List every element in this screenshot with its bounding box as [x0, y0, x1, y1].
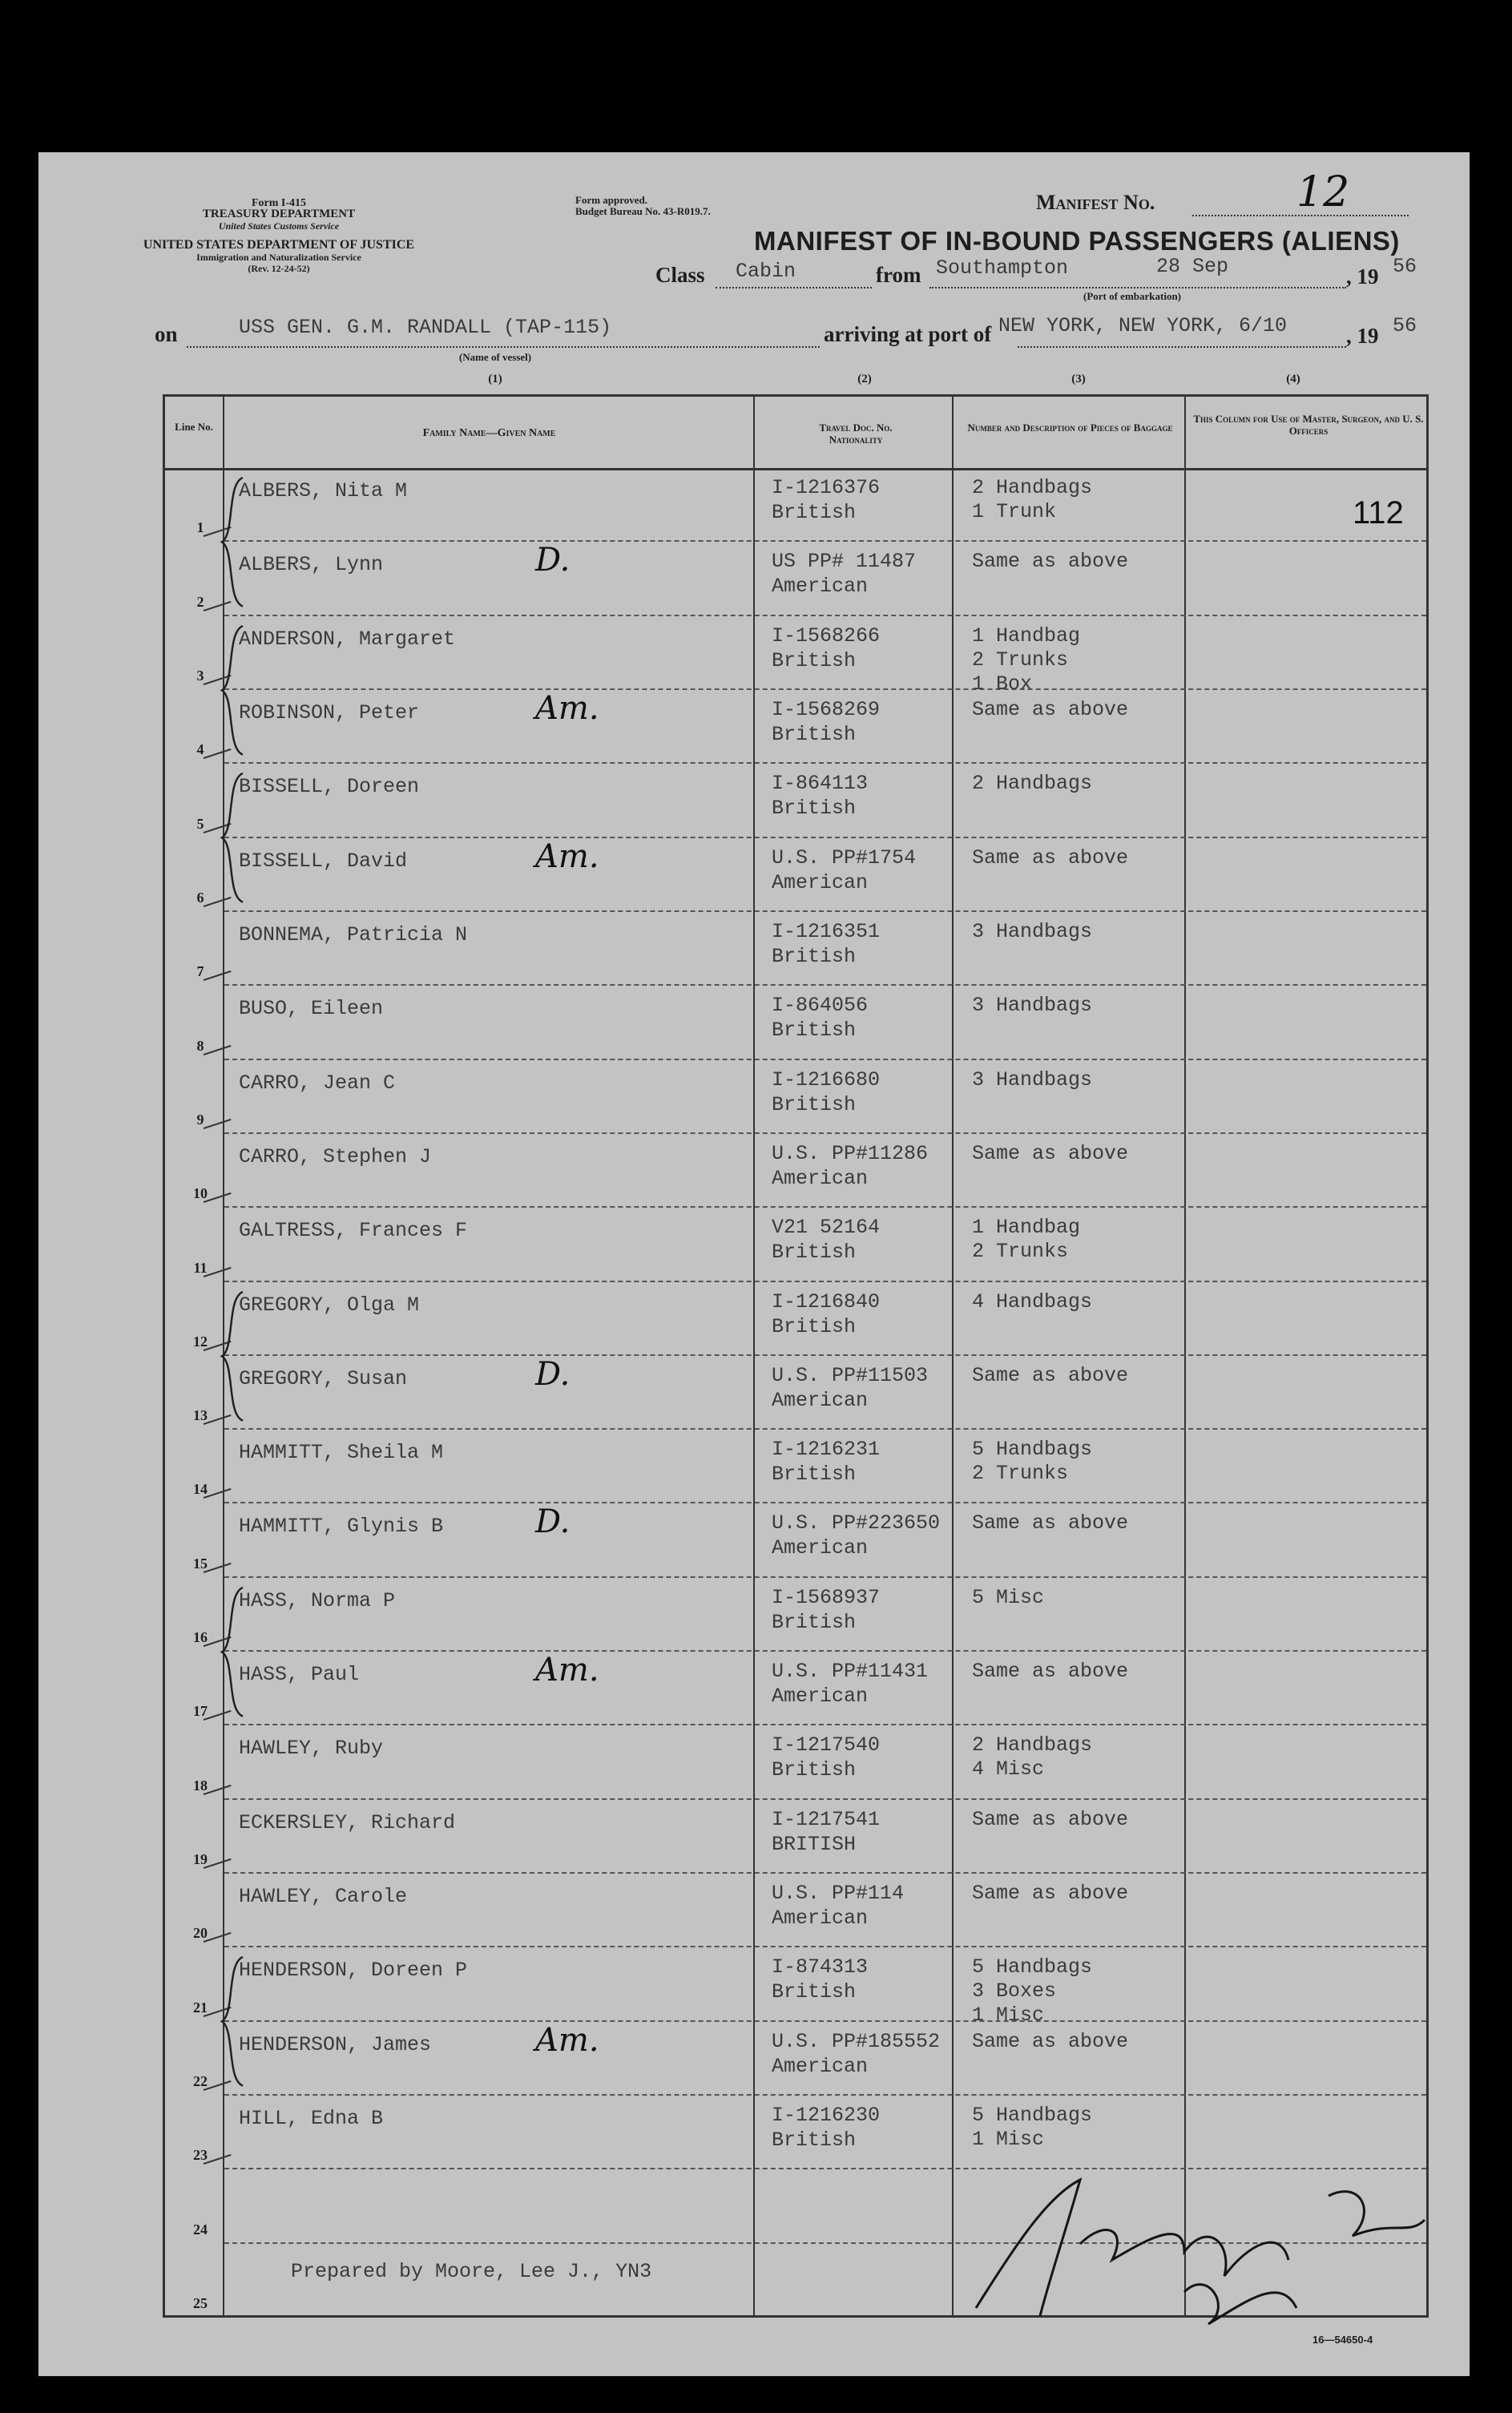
passenger-name: GREGORY, Olga M [239, 1293, 420, 1317]
from-label: from [876, 263, 921, 287]
nationality: British [772, 797, 857, 821]
line-number: 19 [193, 1851, 208, 1868]
line-number: 1 [196, 519, 204, 536]
col-header-baggage: Number and Description of Pieces of Baggage [967, 422, 1173, 434]
year-1: 56 [1393, 255, 1417, 278]
passenger-name: HENDERSON, James [239, 2032, 432, 2056]
year-prefix-2: , 19 [1346, 324, 1379, 348]
table-row [38, 1282, 1470, 1356]
nationality: American [772, 1907, 869, 1931]
passenger-name: BONNEMA, Patricia N [239, 922, 468, 946]
baggage-line: 2 Trunks [972, 1240, 1069, 1264]
passenger-name: HAMMITT, Glynis B [239, 1515, 444, 1539]
ins-service: Immigration and Naturalization Service [196, 252, 361, 263]
nationality: British [772, 944, 857, 968]
table-row [38, 912, 1470, 986]
travel-doc-number: I-1216840 [772, 1289, 881, 1313]
passenger-name: HAMMITT, Sheila M [239, 1441, 444, 1465]
baggage-line: 1 Box [972, 672, 1033, 696]
table-row [38, 542, 1470, 615]
travel-doc-number: I-1216230 [772, 2104, 881, 2128]
baggage-line: Same as above [972, 550, 1129, 574]
table-row [38, 1430, 1470, 1503]
nationality: British [772, 2129, 857, 2153]
col-num-2: (2) [857, 373, 872, 385]
nationality: American [772, 2054, 869, 2078]
nationality: British [772, 648, 857, 672]
col-header-officers: This Column for Use of Master, Surgeon, and U. S. Officers [1193, 413, 1424, 437]
baggage-line: 1 Handbag [972, 1216, 1081, 1240]
nationality: British [772, 1314, 857, 1338]
nationality: British [772, 1758, 857, 1782]
travel-doc-number: I-874313 [772, 1955, 869, 1979]
table-row [38, 1947, 1470, 2028]
prepared-by: Prepared by Moore, Lee J., YN3 [291, 2260, 652, 2283]
line-number: 14 [193, 1481, 208, 1498]
treasury-department: TREASURY DEPARTMENT [202, 208, 356, 220]
table-row [38, 764, 1470, 837]
family-bracket [219, 1290, 251, 1422]
baggage-line: Same as above [972, 1141, 1129, 1165]
travel-doc-number: U.S. PP#185552 [772, 2029, 941, 2053]
baggage-line: 3 Handbags [972, 994, 1093, 1018]
manifest-no-value: 12 [1296, 168, 1350, 216]
baggage-line: Same as above [972, 1660, 1129, 1684]
baggage-line: 2 Trunks [972, 648, 1069, 672]
customs-service: United States Customs Service [218, 220, 340, 232]
manifest-title: MANIFEST OF IN-BOUND PASSENGERS (ALIENS) [754, 226, 1400, 256]
travel-doc-number: U.S. PP#114 [772, 1882, 905, 1906]
nationality: American [772, 1388, 869, 1412]
nationality: American [772, 1536, 869, 1560]
table-row [38, 1503, 1470, 1577]
handwritten-mark: D. [535, 1503, 571, 1541]
footer-code: 16—54650-4 [1312, 2334, 1373, 2346]
family-bracket [219, 1955, 251, 2088]
embark-date: 28 Sep [1156, 255, 1229, 278]
handwritten-mark: D. [535, 542, 571, 579]
stamp-number: 112 [1353, 495, 1404, 531]
table-row [38, 1874, 1470, 1947]
line-number: 12 [193, 1333, 208, 1350]
baggage-line: 2 Handbags [972, 476, 1093, 499]
line-number: 13 [193, 1407, 208, 1424]
travel-doc-number: I-1216351 [772, 919, 881, 943]
baggage-line: 2 Trunks [972, 1462, 1069, 1486]
department-of-justice: UNITED STATES DEPARTMENT OF JUSTICE [143, 238, 415, 252]
baggage-line: 1 Handbag [972, 623, 1081, 648]
line-number: 9 [196, 1111, 204, 1128]
nationality: British [772, 1241, 857, 1265]
nationality: British [772, 1463, 857, 1487]
travel-doc-number: I-864056 [772, 994, 869, 1018]
baggage-line: Same as above [972, 845, 1129, 870]
baggage-line: 2 Handbags [972, 772, 1093, 796]
passenger-name: HILL, Edna B [239, 2107, 384, 2131]
handwritten-mark: D. [535, 1355, 571, 1393]
travel-doc-number: U.S. PP#11503 [772, 1363, 929, 1387]
baggage-line: 2 Handbags [972, 1733, 1093, 1757]
baggage-line: Same as above [972, 1882, 1129, 1906]
baggage-line: 1 Misc [972, 2003, 1045, 2028]
officer-signature [944, 2148, 1441, 2332]
baggage-line: 5 Misc [972, 1585, 1045, 1609]
manifest-no-label: Manifest No. [1036, 191, 1155, 214]
travel-doc-number: V21 52164 [772, 1216, 881, 1240]
on-label: on [155, 322, 178, 346]
baggage-line: 4 Handbags [972, 1289, 1093, 1313]
passenger-name: HASS, Paul [239, 1663, 360, 1687]
form-approved: Form approved. [575, 194, 648, 206]
baggage-line: 3 Handbags [972, 1067, 1093, 1091]
year-2: 56 [1393, 314, 1417, 337]
handwritten-mark: Am. [535, 1652, 599, 1689]
budget-bureau: Budget Bureau No. 43-R019.7. [575, 205, 711, 217]
family-bracket [219, 1586, 251, 1718]
col-header-doc: Travel Doc. No. Nationality [819, 422, 893, 446]
passenger-name: BISSELL, Doreen [239, 775, 420, 799]
class-value: Cabin [736, 260, 796, 283]
line-number: 22 [193, 2073, 208, 2090]
col-num-3: (3) [1071, 373, 1086, 385]
family-bracket [219, 624, 251, 757]
baggage-line: 5 Handbags [972, 2104, 1093, 2128]
baggage-line: Same as above [972, 1807, 1129, 1831]
form-number: Form I-415 [251, 197, 307, 209]
baggage-line: Same as above [972, 697, 1129, 721]
table-row [38, 1356, 1470, 1430]
table-row [38, 1800, 1470, 1874]
travel-doc-number: I-864113 [772, 772, 869, 796]
table-row [38, 986, 1470, 1059]
baggage-line: Same as above [972, 1511, 1129, 1535]
line-number: 15 [193, 1555, 208, 1572]
travel-doc-number: I-1216680 [772, 1067, 881, 1091]
baggage-line: 3 Boxes [972, 1979, 1057, 2003]
line-number: 25 [193, 2294, 208, 2311]
travel-doc-number: U.S. PP#11286 [772, 1141, 929, 1165]
nationality: BRITISH [772, 1832, 857, 1856]
col-header-line: Line No. [175, 421, 213, 433]
baggage-line: 4 Misc [972, 1757, 1045, 1782]
line-number: 17 [193, 1703, 208, 1720]
handwritten-mark: Am. [535, 2021, 599, 2059]
passenger-name: HASS, Norma P [239, 1588, 396, 1612]
col-num-4: (4) [1286, 373, 1300, 385]
nationality: American [772, 1685, 869, 1709]
line-number: 7 [196, 963, 204, 980]
vessel-name: USS GEN. G.M. RANDALL (TAP-115) [239, 316, 612, 339]
table-row [38, 1652, 1470, 1725]
table-row [38, 1725, 1470, 1799]
travel-doc-number: U.S. PP#223650 [772, 1511, 941, 1535]
col-header-name: Family Name—Given Name [422, 427, 556, 439]
table-row [38, 616, 1470, 696]
nationality: British [772, 1980, 857, 2004]
travel-doc-number: U.S. PP#11431 [772, 1660, 929, 1684]
baggage-line: Same as above [972, 1363, 1129, 1387]
col-num-1: (1) [488, 373, 502, 385]
baggage-line: 5 Handbags [972, 1438, 1093, 1462]
handwritten-mark: Am. [535, 689, 599, 727]
table-row [38, 1134, 1470, 1208]
travel-doc-number: I-1217540 [772, 1733, 881, 1757]
nationality: British [772, 1610, 857, 1634]
table-row [38, 838, 1470, 912]
travel-doc-number: I-1568266 [772, 623, 881, 648]
family-bracket [219, 476, 251, 608]
passenger-name: HENDERSON, Doreen P [239, 1959, 468, 1983]
passenger-name: BUSO, Eileen [239, 997, 384, 1021]
manifest-page [38, 152, 1470, 2376]
passenger-name: ALBERS, Lynn [239, 553, 384, 577]
line-number: 4 [196, 741, 204, 758]
passenger-name: ANDERSON, Margaret [239, 627, 456, 651]
line-number: 2 [196, 593, 204, 610]
class-label: Class [655, 263, 705, 287]
line-number: 11 [193, 1259, 208, 1276]
vessel-note: (Name of vessel) [458, 351, 532, 363]
family-bracket [219, 772, 251, 904]
arrival-port: NEW YORK, NEW YORK, 6/10 [998, 314, 1288, 337]
handwritten-mark: Am. [535, 837, 599, 875]
line-number: 24 [193, 2221, 208, 2237]
passenger-name: GALTRESS, Frances F [239, 1219, 468, 1243]
revision-date: (Rev. 12-24-52) [248, 263, 310, 274]
baggage-line: 5 Handbags [972, 1955, 1093, 1979]
line-number: 8 [196, 1037, 204, 1054]
baggage-line: Same as above [972, 2029, 1129, 2053]
passenger-name: ALBERS, Nita M [239, 479, 408, 502]
line-number: 23 [193, 2147, 208, 2164]
passenger-name: ECKERSLEY, Richard [239, 1810, 456, 1834]
travel-doc-number: I-1216376 [772, 476, 881, 499]
nationality: British [772, 722, 857, 746]
table-row [38, 690, 1470, 764]
line-number: 21 [193, 1999, 208, 2016]
travel-doc-number: I-1568937 [772, 1585, 881, 1609]
passenger-name: BISSELL, David [239, 849, 408, 873]
line-number: 18 [193, 1777, 208, 1794]
nationality: American [772, 870, 869, 894]
nationality: British [772, 1019, 857, 1043]
line-number: 10 [193, 1185, 208, 1202]
line-number: 3 [196, 667, 204, 684]
travel-doc-number: I-1217541 [772, 1807, 881, 1831]
nationality: American [772, 575, 869, 599]
passenger-name: ROBINSON, Peter [239, 700, 420, 724]
line-number: 6 [196, 889, 204, 906]
port-embark-note: (Port of embarkation) [1083, 290, 1182, 302]
nationality: British [772, 1092, 857, 1116]
table-row [38, 1060, 1470, 1134]
line-number: 5 [196, 815, 204, 832]
travel-doc-number: I-1568269 [772, 697, 881, 721]
line-number: 16 [193, 1629, 208, 1646]
passenger-name: CARRO, Jean C [239, 1071, 396, 1095]
table-row [38, 1578, 1470, 1652]
passenger-name: GREGORY, Susan [239, 1366, 408, 1390]
baggage-line: 1 Misc [972, 2128, 1045, 2152]
table-row [38, 1208, 1470, 1281]
travel-doc-number: I-1216231 [772, 1438, 881, 1462]
table-row [38, 2022, 1470, 2096]
table-row [38, 468, 1470, 542]
nationality: American [772, 1166, 869, 1190]
year-prefix-1: , 19 [1346, 264, 1379, 289]
travel-doc-number: U.S. PP#1754 [772, 845, 917, 870]
baggage-line: 1 Trunk [972, 500, 1057, 523]
passenger-name: HAWLEY, Carole [239, 1885, 408, 1909]
embark-port: Southampton [936, 256, 1069, 280]
passenger-name: HAWLEY, Ruby [239, 1737, 384, 1761]
travel-doc-number: US PP# 11487 [772, 550, 917, 574]
arriving-label: arriving at port of [824, 322, 992, 346]
passenger-name: CARRO, Stephen J [239, 1144, 432, 1168]
nationality: British [772, 501, 857, 524]
baggage-line: 3 Handbags [972, 919, 1093, 943]
line-number: 20 [193, 1925, 208, 1942]
